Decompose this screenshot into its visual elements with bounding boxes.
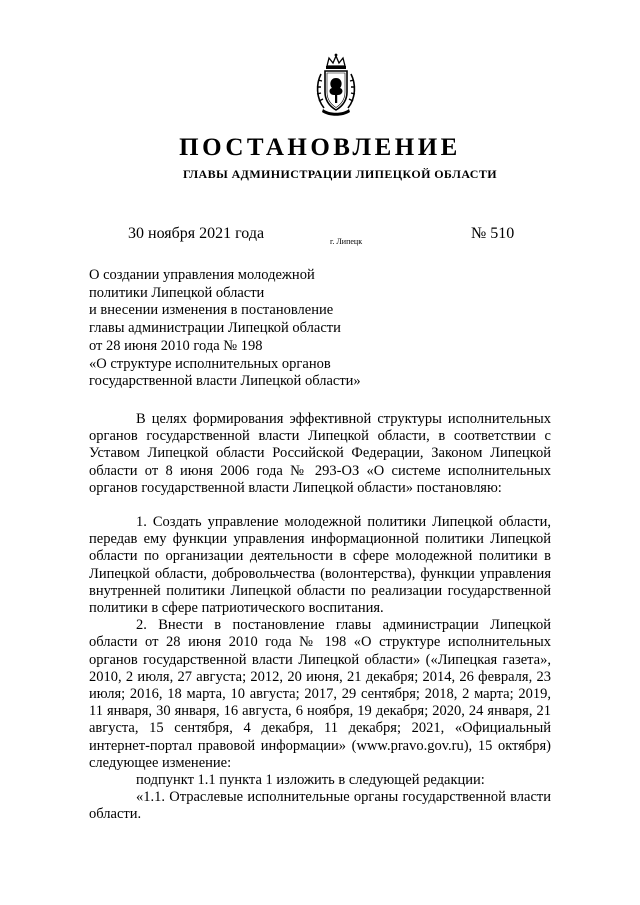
subject-line: О создании управления молодежной bbox=[89, 267, 315, 283]
document-city: г. Липецк bbox=[330, 237, 363, 246]
document-body bbox=[89, 411, 551, 824]
subject-line: от 28 июня 2010 года № 198 bbox=[89, 337, 263, 354]
item-1-paragraph: 1. Создать управление молодежной политики Липецкой области, передав ему функции управления информационной политики Липецкой области по организации деятельности в сфере молодежной политики в Липецкой области, добровольчества (волонтерства), функции управления внутренней политики Липецкой области по реализации государственной политики в сфере патриотического воспитания. bbox=[89, 514, 551, 617]
subpoint-paragraph: подпункт 1.1 пункта 1 изложить в следующей редакции: bbox=[136, 772, 485, 789]
item-2-paragraph: 2. Внести в постановление главы администрации Липецкой области от 28 июня 2010 года № 198 «О структуре исполнительных органов государственной власти Липецкой области» («Липецкая газета», 2010, 2 июля, 27 августа; 2012, 20 июня, 21 декабря; 2014, 26 февраля, 23 июля; 2016, 18 марта, 10 августа; 2017, 29 сентября; 2018, 2 марта; 2019, 11 января, 30 января, 16 августа, 6 ноября, 19 декабря; 2020, 24 января, 21 августа, 15 сентября, 4 декабря, 11 декабря; 2021, «Официальный интернет-портал правовой информации» (www.pravo.gov.ru), 15 октября) следующее изменение: bbox=[89, 617, 551, 771]
subject-line: главы администрации Липецкой области bbox=[89, 320, 341, 337]
quote-paragraph: «1.1. Отраслевые исполнительные органы государственной власти области. bbox=[89, 789, 551, 823]
issuing-authority: ГЛАВЫ АДМИНИСТРАЦИИ ЛИПЕЦКОЙ ОБЛАСТИ bbox=[182, 167, 497, 181]
subject-line: «О структуре исполнительных органов bbox=[89, 355, 331, 372]
preamble-paragraph: В целях формирования эффективной структуры исполнительных органов государственной власти Липецкой области, в соответствии с Уставом Липецкой области Российской Федерации, Законом Липецкой области от 8 июня 2006 года № 293-ОЗ «О системе исполнительных органов государственной власти Липецкой области» постановляю: bbox=[89, 411, 551, 496]
subject-line: и внесении изменения в постановление bbox=[89, 302, 334, 319]
document-date: 30 ноября 2021 года bbox=[128, 225, 265, 242]
subject-line: политики Липецкой области bbox=[89, 284, 265, 301]
coat-of-arms-icon bbox=[313, 52, 359, 118]
document-number: № 510 bbox=[471, 225, 515, 242]
document-subject bbox=[89, 267, 409, 391]
document-title: ПОСТАНОВЛЕНИЕ bbox=[179, 134, 461, 161]
subject-line: государственной власти Липецкой области» bbox=[89, 373, 361, 390]
